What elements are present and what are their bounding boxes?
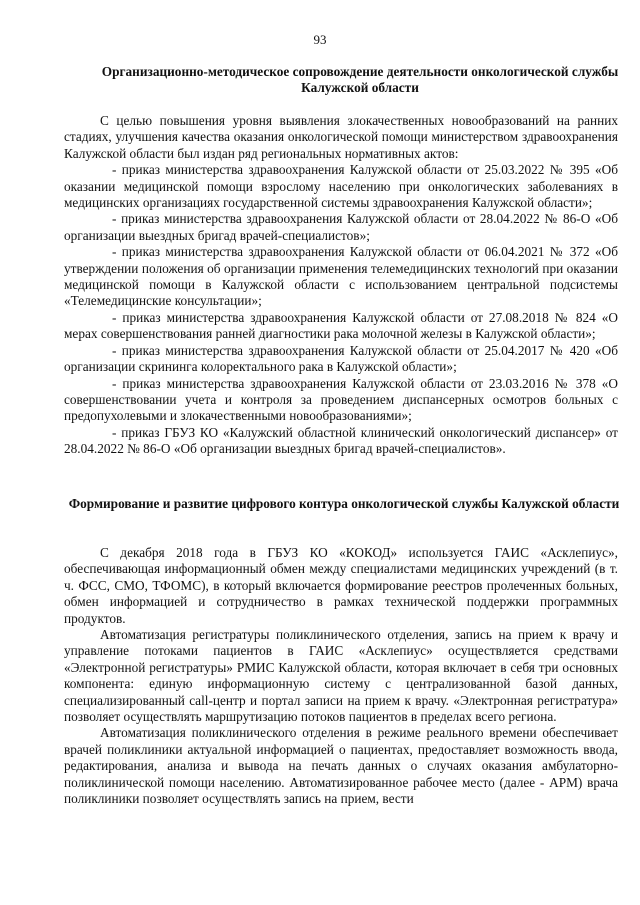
list-item: - приказ министерства здравоохранения Калужской области от 27.08.2018 № 824 «О мерах совершенствования ранней диагностики рака молочной железы в Калужской области»; [64, 309, 618, 342]
section-title-digital-contour: Формирование и развитие цифрового контура онкологической службы Калужской области [68, 496, 620, 511]
page-number: 93 [313, 32, 327, 47]
section-title-methodological-support: Организационно-методическое сопровождение деятельности онкологической службы Калужской области [101, 64, 619, 96]
list-item: - приказ министерства здравоохранения Калужской области от 28.04.2022 № 86-О «Об организации выездных бригад врачей-специалистов»; [64, 211, 618, 243]
list-item: - приказ министерства здравоохранения Калужской области от 25.03.2022 № 395 «Об оказании медицинской помощи взрослому населению при онкологических заболеваниях в медицинских организациях государственной системы здравоохранения Калужской области»; [64, 162, 618, 211]
list-item: - приказ министерства здравоохранения Калужской области от 23.03.2016 № 378 «О совершенствовании учета и контроля за проведением диспансерных осмотров больных с предопухолевыми и злокачественными новообразованиями»; [64, 375, 618, 424]
intro-paragraph: С целью повышения уровня выявления злокачественных новообразований на ранних стадиях, улучшения качества оказания онкологической помощи министерством здравоохранения Калужской области был издан ряд региональных нормативных актов: [64, 113, 618, 161]
section-body-digital-contour [64, 545, 618, 808]
list-item: - приказ министерства здравоохранения Калужской области от 06.04.2021 № 372 «Об утверждении положения об организации применения телемедицинских технологий при оказании медицинской помощи в Калужской области с использованием центральной подсистемы «Телемедицинские консультации»; [64, 244, 618, 309]
body-paragraph: С декабря 2018 года в ГБУЗ КО «КОКОД» используется ГАИС «Асклепиус», обеспечивающая информационный обмен между специалистами медицинских учреждений (в т. ч. ФСС, СМО, ТФОМС), в который включается формирование реестров пролеченных больных, обмен информацией и сотрудничество в рамках технической поддержки программных продуктов. [64, 545, 618, 626]
list-item: - приказ министерства здравоохранения Калужской области от 25.04.2017 № 420 «Об организации скрининга колоректального рака в Калужской области»; [64, 342, 618, 375]
body-paragraph: Автоматизация поликлинического отделения в режиме реального времени обеспечивает врачей поликлиники актуальной информацией о пациентах, предоставляет возможность ввода, редактирования, анализа и вывода на печать данных о случаях оказания амбулаторно-поликлинической помощи населению. Автоматизированное рабочее место (далее - АРМ) врача поликлиники позволяет осуществлять запись на прием, вести [64, 725, 618, 807]
section-body-regulatory-acts [64, 113, 618, 458]
list-item: - приказ ГБУЗ КО «Калужский областной клинический онкологический диспансер» от 28.04.2022 № 86-О «Об организации выездных бригад врачей-специалистов». [64, 424, 618, 457]
body-paragraph: Автоматизация регистратуры поликлинического отделения, запись на прием к врачу и управление потоками пациентов в ГАИС «Асклепиус» осуществляется средствами «Электронной регистратуры» РМИС Калужской области, которая включает в себя три основных компонента: единую информационную систему с централизованной базой данных, специализированный call-центр и портал записи на прием к врачу. «Электронная регистратура» позволяет осуществлять маршрутизацию потоков пациентов в пределах всего региона. [64, 627, 618, 725]
